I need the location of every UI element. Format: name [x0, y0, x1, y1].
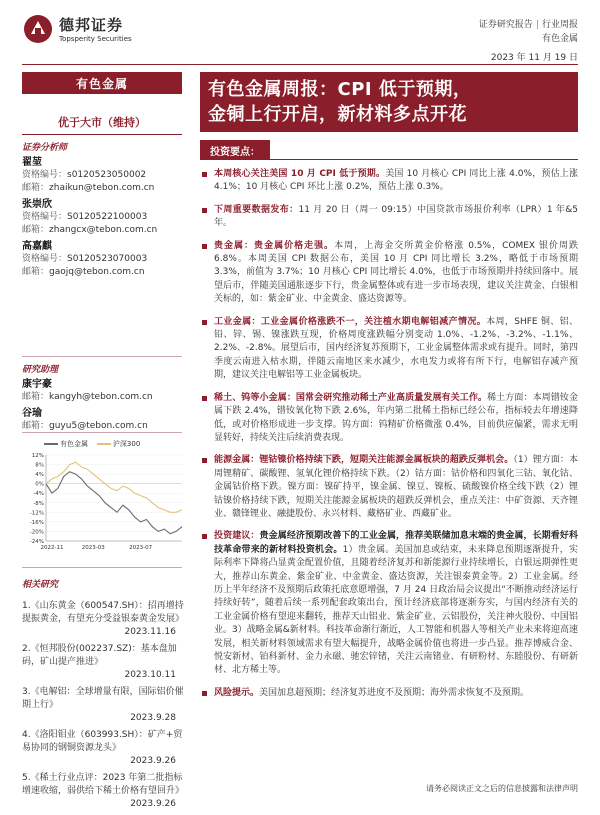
key-points-list	[200, 168, 578, 709]
logo-name-cn: 德邦证券	[59, 16, 124, 34]
key-point-cpi: 本周核心关注美国 10 月 CPI 低于预期。美国 10 月核心 CPI 同比上涨 4.0%，预估上涨 4.1%；10 月核心 CPI 环比上涨 0.2%，预估上涨 0.3%。	[200, 168, 578, 195]
related-research	[22, 577, 190, 815]
assistant-card	[22, 378, 190, 404]
logo-name-en: Topsperity Securities	[59, 35, 132, 43]
related-title: 2.《恒邦股份(002237.SZ)：基本盘加码，矿山提产推进》	[22, 644, 177, 667]
tebon-logo-icon	[23, 14, 53, 44]
related-item[interactable]	[22, 643, 190, 682]
related-list	[22, 600, 190, 811]
assistant-section	[22, 362, 190, 433]
y-tick-label: 0%	[35, 481, 44, 488]
key-point-rare-earth: 稀土、钨等小金属：国常会研究推动稀土产业高质量发展有关工作。稀土方面：本周镨钕金属下跌 2.4%，镨钕氧化物下跌 2.6%，年内第二批稀土指标已经公布，指标较去年增速降低，或对价格形成进一步支撑。钨方面：钨精矿价格微涨 0.4%，目前供应偏紧，需求无明显转好，持续关注后续消费表现。	[200, 392, 578, 446]
assistant-email[interactable]: 邮箱：guyu5@tebon.com.cn	[22, 421, 148, 431]
header-divider	[22, 64, 578, 65]
analyst-section	[22, 140, 190, 279]
section-divider	[22, 356, 182, 357]
legend-label-index: 沪深300	[112, 440, 141, 448]
rating: 优于大市（维持）	[58, 116, 146, 129]
section-divider	[22, 432, 182, 433]
y-tick-label: -8%	[33, 500, 44, 507]
sidebar	[22, 72, 190, 809]
key-point-data-release: 下周重要数据发布：11 月 20 日（周一 09:15）中国贷款市场报价利率（LPR）1 年&5 年。	[200, 204, 578, 231]
analyst-cert: 资格编号：S0120523070003	[22, 254, 148, 264]
analyst-name: 张崇欣	[22, 199, 52, 210]
assistant-name: 谷瑜	[22, 408, 42, 419]
x-tick-label: 2022-11	[40, 545, 64, 551]
related-date: 2023.9.26	[130, 799, 176, 809]
rating-divider	[22, 134, 182, 135]
y-tick-label: -4%	[33, 491, 44, 498]
y-tick-label: 8%	[35, 462, 44, 469]
key-point-industrial-metals: 工业金属：工业金属价格涨跌不一，关注植水期电解铝减产情况。本周，SHFE 铜、铝、铅、锌、锡、镍涨跌互现，价格周度涨跌幅分别变动 1.0%、-1.2%、-3.2%、-1.1%、2.2%、-2.8%。展望后市，国内经济复苏预期下，工业金属整体需求或有提升。同时，第四季度云南进入枯水期，伴随云南地区来水减少，水电发力或将有所下行，电解铝存减产预期，建议关注电解铝等工业金属板块。	[200, 316, 578, 383]
analyst-heading: 证券分析师	[22, 143, 68, 153]
related-item[interactable]	[22, 772, 190, 811]
x-tick-label: 2023-03	[81, 545, 105, 551]
meta-separator: |	[535, 20, 539, 30]
analyst-email[interactable]: 邮箱：gaojq@tebon.com.cn	[22, 267, 145, 277]
analyst-email[interactable]: 邮箱：zhangcx@tebon.com.cn	[22, 225, 158, 235]
section-divider	[22, 567, 182, 568]
legend-swatch-index	[97, 443, 111, 445]
report-title-line-1: 有色金属周报：CPI 低于预期，	[208, 79, 472, 100]
key-point-energy-metals: 能源金属：锂钴镍价格持续下跌，短期关注能源金属板块的超跌反弹机会。（1）锂方面：本周锂精矿、碳酸锂、氢氧化锂价格持续下跌。（2）钴方面：钴价格和四氧化三钴、氧化钴、金属钴价格下跌。镍方面：镍矿持平，镍金属、镍豆、镍板、硫酸镍价格全线下跌（2）锂钴镍价格持续下跌，短期关注能源金属板块的超跌反弹机会，重点关注：中矿资源、天齐锂业、赣锋锂业、融捷股份、永兴材料、藏格矿业、西藏矿业。	[200, 454, 578, 521]
sector-band: 有色金属	[22, 72, 182, 94]
analyst-card	[22, 198, 190, 237]
related-item[interactable]	[22, 600, 190, 639]
assistant-email[interactable]: 邮箱：kangyh@tebon.com.cn	[22, 392, 153, 402]
chart-legend	[44, 439, 140, 449]
related-title: 3.《电解铝：全球增量有限，国际铝价催期上行》	[22, 687, 184, 710]
report-industry: 有色金属	[541, 34, 578, 44]
key-point-investment-advice: 投资建议：贵金属经济预期改善下的工业金属，推荐美联储加息末端的贵金属，长期看好科技革命带来的新材料投资机会。1）贵金属。美国加息或结束，未来降息预期逐渐提升，实际利率下降将凸显黄金配置价值，且随着经济复苏和新能源行业持续增长，白银远期弹性更大，推荐山东黄金、紫金矿业、中金黄金、盛达资源，关注银泰黄金等。2）工业金属。经历上半年经济不及预期后政策托底意愿增强，7 月 24 日政治局会议提出“不断推动经济运行持续好转”，随着后续一系列配套政策出台，预计经济底部将逐渐夯实，与国内经济有关的工业金属价格有望迎来翻转，推荐天山铝业、紫金矿业、云铝股份，关注神火股份、中国铝业。3）战略金属&新材料。科技革命渐行渐近，人工智能和机器人等相关产业未来将迎高速发展，相关新材料领域需求有望大幅提升，战略金属价值也将进一步凸显。推荐博威合金、悦安新材、铂科新材、金力永磁、驰宏锌锗，关注云南锗业、有研粉材、东睦股份、有研新材、北方稀土等。	[200, 530, 578, 677]
related-title: 4.《洛阳钼业（603993.SH）：矿产+贸易协同的钢铜资源龙头》	[22, 730, 183, 753]
report-type: 证券研究报告	[478, 20, 533, 30]
key-points-heading: 投资要点：	[200, 140, 270, 160]
assistant-card	[22, 407, 190, 433]
series-line-csi300	[46, 462, 182, 512]
y-tick-label: -24%	[29, 539, 44, 545]
related-item[interactable]	[22, 729, 190, 768]
report-series: 行业周报	[541, 20, 578, 30]
analyst-card	[22, 240, 190, 279]
main-content	[200, 72, 578, 800]
analyst-card	[22, 156, 190, 195]
x-tick-label: 2023-07	[129, 545, 153, 551]
report-title-line-2: 金铜上行开启，新材料多点开花	[208, 104, 467, 125]
related-date: 2023.10.11	[124, 670, 176, 680]
performance-chart-svg	[22, 451, 190, 557]
analyst-name: 高嘉麒	[22, 241, 52, 252]
related-date: 2023.9.26	[130, 756, 176, 766]
analyst-name: 翟堃	[22, 157, 42, 168]
legend-swatch-sector	[44, 443, 58, 445]
analyst-cert: 资格编号：S0120522100003	[22, 212, 148, 222]
disclaimer-footer: 请务必阅读正文之后的信息披露和法律声明	[426, 784, 578, 793]
report-title-band	[200, 72, 578, 132]
key-point-precious-metals: 贵金属：贵金属价格走强。本周，上海金交所黄金价格涨 0.5%，COMEX 银价周跌 6.8%。本周美国 CPI 数据公布，美国 10 月 CPI 同比增长 3.2%，略低于市场预期 3.3%，前值为 3.7%；10 月核心 CPI 同比增长 4.0%，也低于市场预期并持续回落中。展望后市，伴随美国通胀逐步下行，贵金属整体或有进一步市场表现，建议关注黄金、白银相关标的，如：紫金矿业、中金黄金、盛达资源等。	[200, 240, 578, 307]
key-point-risk: 风险提示。美国加息超预期；经济复苏进度不及预期；海外需求恢复不及预期。	[200, 687, 578, 700]
related-title: 5.《稀土行业点评：2023 年第二批指标增速收缩，弱供给下稀土价格有望回升》	[22, 773, 185, 796]
related-item[interactable]	[22, 686, 190, 725]
company-logo	[23, 12, 173, 52]
report-date: 2023 年 11 月 19 日	[490, 53, 578, 63]
page-header	[0, 0, 600, 70]
assistant-name: 康宇豪	[22, 379, 52, 390]
market-performance-chart	[22, 439, 190, 559]
related-heading: 相关研究	[22, 580, 59, 590]
analyst-cert: 资格编号：s0120523050002	[22, 170, 147, 180]
y-tick-label: 12%	[31, 453, 44, 459]
y-tick-label: -20%	[29, 529, 44, 536]
related-date: 2023.9.28	[130, 713, 176, 723]
assistant-heading: 研究助理	[22, 365, 59, 375]
y-tick-label: 4%	[35, 472, 44, 479]
analyst-email[interactable]: 邮箱：zhaikun@tebon.com.cn	[22, 183, 155, 193]
key-points-header	[200, 140, 578, 160]
report-meta	[479, 18, 578, 46]
legend-label-sector: 有色金属	[60, 440, 88, 448]
y-tick-label: -16%	[29, 519, 44, 526]
y-tick-label: -12%	[29, 510, 44, 517]
related-title: 1.《山东黄金（600547.SH）：招再增持提振黄金，有望充分受益银泰黄金发展》	[22, 601, 185, 624]
related-date: 2023.11.16	[124, 627, 176, 637]
